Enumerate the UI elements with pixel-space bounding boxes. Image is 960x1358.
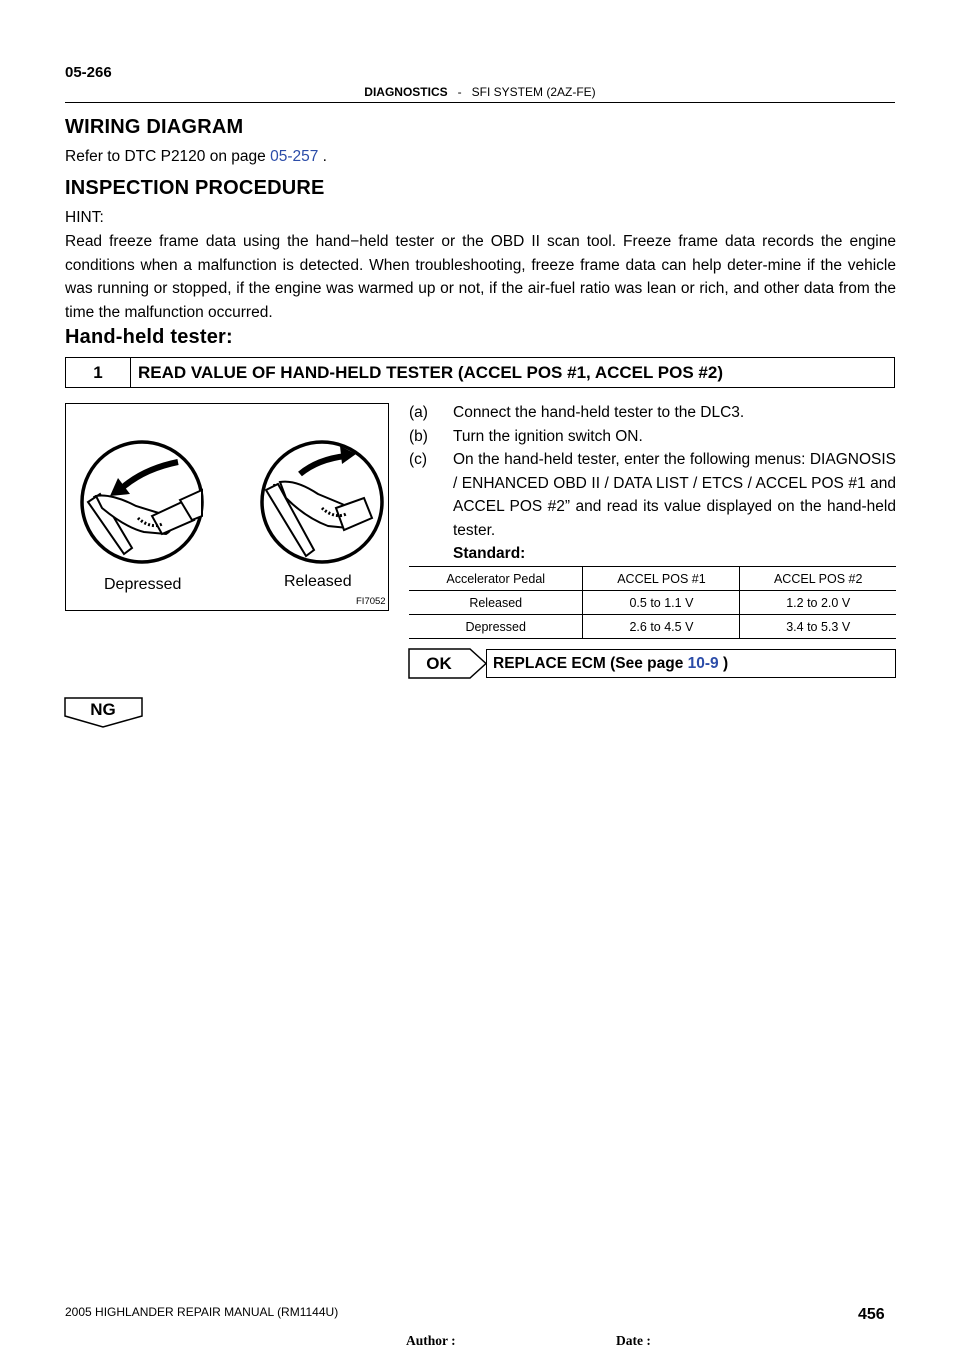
instruction-label: (c): [409, 451, 428, 468]
table-row: [409, 591, 896, 615]
instruction-text: On the hand-held tester, enter the following menus: DIAGNOSIS / ENHANCED OBD II / DATA LIST / ETCS / ACCEL POS #1 and ACCEL POS #2” and read its value displayed on the hand-held tester.: [453, 451, 896, 539]
wiring-page-link[interactable]: 05-257: [270, 148, 319, 165]
ok-text-after: ): [718, 655, 729, 672]
standard-label: Standard:: [453, 545, 526, 562]
table-cell: Released: [409, 591, 583, 615]
table-header-cell: ACCEL POS #2: [740, 567, 896, 591]
step-number: 1: [66, 358, 131, 387]
table-header-cell: ACCEL POS #1: [583, 567, 740, 591]
table-row: [409, 615, 896, 639]
instruction-label: (b): [409, 427, 428, 445]
table-row: [409, 567, 896, 591]
instruction-list: [409, 401, 896, 566]
wiring-text-before: Refer to DTC P2120 on page: [65, 148, 271, 165]
ng-label: NG: [90, 700, 116, 719]
table-cell: 2.6 to 4.5 V: [583, 615, 740, 639]
wiring-text: [65, 145, 327, 169]
ok-action-text: [493, 650, 728, 677]
instruction-item: [409, 448, 896, 542]
depressed-pedal-icon: [82, 442, 202, 562]
running-header: [65, 85, 895, 99]
instruction-label: (a): [409, 404, 428, 421]
step-1-box: [65, 357, 895, 388]
table-cell: Depressed: [409, 615, 583, 639]
tester-heading: Hand-held tester:: [65, 326, 233, 348]
page-number: 456: [858, 1306, 885, 1323]
table-cell: 1.2 to 2.0 V: [740, 591, 896, 615]
ok-label: OK: [426, 654, 452, 673]
page-code: 05-266: [65, 64, 112, 81]
date-label: Date :: [616, 1333, 651, 1348]
inspection-heading: INSPECTION PROCEDURE: [65, 177, 325, 199]
instruction-text: Turn the ignition switch ON.: [453, 427, 643, 445]
wiring-heading: WIRING DIAGRAM: [65, 116, 244, 138]
instruction-item: [409, 401, 896, 425]
ok-text-before: REPLACE ECM (See page: [493, 655, 688, 672]
label-depressed: Depressed: [104, 576, 182, 593]
ok-page-link[interactable]: 10-9: [687, 655, 719, 672]
pedal-figure: [65, 403, 389, 611]
table-header-cell: Accelerator Pedal: [409, 567, 583, 591]
header-subsection: SFI SYSTEM (2AZ-FE): [471, 85, 596, 99]
label-released: Released: [284, 573, 352, 590]
released-pedal-icon: [262, 442, 382, 562]
header-rule: [65, 102, 895, 103]
instruction-item: [409, 425, 896, 449]
wiring-text-after: .: [318, 148, 327, 165]
figure-code: FI7052: [356, 596, 386, 607]
instruction-text: Connect the hand-held tester to the DLC3.: [453, 404, 745, 421]
manual-title: 2005 HIGHLANDER REPAIR MANUAL (RM1144U): [65, 1305, 339, 1319]
ok-action-box: [486, 649, 896, 678]
table-cell: 0.5 to 1.1 V: [583, 591, 740, 615]
author-label: Author :: [406, 1333, 456, 1348]
header-section: DIAGNOSTICS: [364, 85, 448, 99]
table-cell: 3.4 to 5.3 V: [740, 615, 896, 639]
step-title: READ VALUE OF HAND-HELD TESTER (ACCEL POS #1, ACCEL POS #2): [138, 363, 723, 382]
spec-table: [409, 566, 896, 639]
hint-label: HINT:: [65, 209, 104, 226]
hint-text: Read freeze frame data using the hand−held tester or the OBD II scan tool. Freeze frame data records the engine conditions when a malfunction is detected. When troubleshooting, freeze frame data can help deter-mine if the vehicle was running or stopped, if the engine was warmed up or not, if the air-fuel ratio was lean or rich, and other data from the time the malfunction occurred.: [65, 233, 896, 321]
header-separator: -: [457, 85, 462, 99]
